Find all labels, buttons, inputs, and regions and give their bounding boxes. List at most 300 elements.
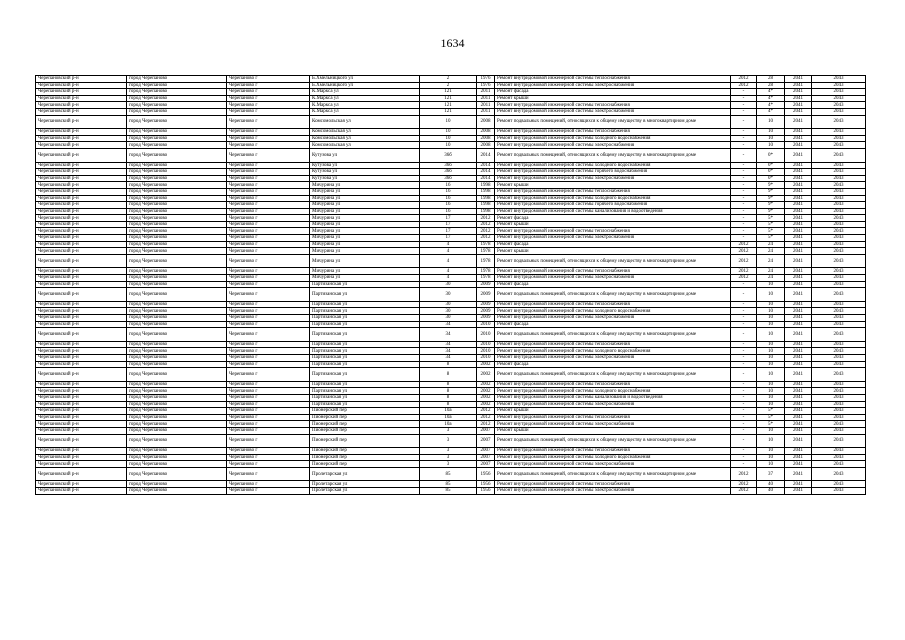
street-cell: Партизанская ул [310,348,420,355]
house-number-cell: 4 [420,241,477,248]
period-cell: 10 [757,341,785,348]
municipality-cell: Черепаново г [227,354,310,361]
plan-end-year-cell: 2043 [812,434,866,448]
plan-start-year-cell: 2041 [785,235,812,242]
last-repair-year-cell: - [731,288,757,302]
table-row [36,215,866,222]
plan-end-year-cell: 2043 [812,195,866,202]
plan-end-year-cell: 2043 [812,162,866,169]
plan-start-year-cell: 2041 [785,308,812,315]
locality-cell: город Черепаново [127,381,227,388]
table-row [36,454,866,461]
period-cell: 0* [757,175,785,182]
table-row [36,108,866,115]
period-cell: 10 [757,427,785,434]
work-type-cell: Ремонт внутридомовой инженерной системы электроснабжения [495,235,731,242]
work-type-cell: Ремонт внутридомовой инженерной системы канализования и водоотведения [495,208,731,215]
district-cell: Черепановский р-н [36,354,127,361]
municipality-cell: Черепаново г [227,82,310,89]
table-row [36,354,866,361]
plan-end-year-cell: 2043 [812,215,866,222]
table-row [36,414,866,421]
street-cell: Кутузова ул [310,162,420,169]
plan-end-year-cell: 2043 [812,467,866,481]
table-row [36,248,866,255]
locality-cell: город Черепаново [127,102,227,109]
municipality-cell: Черепаново г [227,89,310,96]
house-number-cell: 4 [420,275,477,282]
district-cell: Черепановский р-н [36,275,127,282]
work-type-cell: Ремонт подвальных помещений, относящихся к общему имуществу в многоквартирном доме [495,368,731,382]
municipality-cell: Черепаново г [227,448,310,455]
district-cell: Черепановский р-н [36,82,127,89]
last-repair-year-cell: - [731,354,757,361]
house-number-cell: 30 [420,301,477,308]
work-type-cell: Ремонт внутридомовой инженерной системы холодного водоснабжения [495,388,731,395]
last-repair-year-cell: - [731,361,757,368]
period-cell: 10 [757,281,785,288]
work-type-cell: Ремонт внутридомовой инженерной системы холодного водоснабжения [495,308,731,315]
work-type-cell: Ремонт внутридомовой инженерной системы теплоснабжения [495,268,731,275]
last-repair-year-cell: - [731,448,757,455]
last-repair-year-cell: 2012 [731,268,757,275]
work-type-cell: Ремонт внутридомовой инженерной системы теплоснабжения [495,341,731,348]
house-number-cell: 3 [420,454,477,461]
work-type-cell: Ремонт крыши [495,248,731,255]
last-repair-year-cell: - [731,162,757,169]
work-type-cell: Ремонт внутридомовой инженерной системы холодного водоснабжения [495,348,731,355]
district-cell: Черепановский р-н [36,202,127,209]
municipality-cell: Черепаново г [227,95,310,102]
house-number-cell: 3 [420,448,477,455]
period-cell: 4* [757,108,785,115]
last-repair-year-cell: 2012 [731,488,757,495]
street-cell: Кутузова ул [310,169,420,176]
last-repair-year-cell: 2012 [731,254,757,268]
table-row [36,281,866,288]
table-row [36,388,866,395]
district-cell: Черепановский р-н [36,175,127,182]
period-cell: 10 [757,288,785,302]
plan-start-year-cell: 2041 [785,135,812,142]
locality-cell: город Черепаново [127,162,227,169]
period-cell: 40 [757,488,785,495]
build-year-cell: 1956 [477,481,495,488]
district-cell: Черепановский р-н [36,361,127,368]
plan-start-year-cell: 2041 [785,129,812,136]
street-cell: Партизанская ул [310,394,420,401]
last-repair-year-cell: - [731,408,757,415]
last-repair-year-cell: - [731,301,757,308]
build-year-cell: 2002 [477,361,495,368]
district-cell: Черепановский р-н [36,421,127,428]
district-cell: Черепановский р-н [36,461,127,468]
district-cell: Черепановский р-н [36,488,127,495]
table-row [36,268,866,275]
municipality-cell: Черепаново г [227,102,310,109]
district-cell: Черепановский р-н [36,288,127,302]
municipality-cell: Черепаново г [227,182,310,189]
locality-cell: город Черепаново [127,188,227,195]
period-cell: 0* [757,162,785,169]
last-repair-year-cell: - [731,394,757,401]
plan-end-year-cell: 2043 [812,328,866,342]
locality-cell: город Черепаново [127,82,227,89]
district-cell: Черепановский р-н [36,368,127,382]
plan-end-year-cell: 2043 [812,427,866,434]
plan-start-year-cell: 2041 [785,281,812,288]
build-year-cell: 2014 [477,175,495,182]
plan-end-year-cell: 2043 [812,228,866,235]
period-cell: 24 [757,268,785,275]
table-row [36,95,866,102]
house-number-cell: 4 [420,268,477,275]
build-year-cell: 2007 [477,461,495,468]
municipality-cell: Черепаново г [227,188,310,195]
plan-end-year-cell: 2043 [812,175,866,182]
locality-cell: город Черепаново [127,221,227,228]
municipality-cell: Черепаново г [227,461,310,468]
plan-end-year-cell: 2043 [812,182,866,189]
build-year-cell: 2008 [477,135,495,142]
district-cell: Черепановский р-н [36,228,127,235]
house-number-cell: 121 [420,102,477,109]
period-cell: 9* [757,195,785,202]
work-type-cell: Ремонт внутридомовой инженерной системы канализования и водоотведения [495,394,731,401]
plan-start-year-cell: 2041 [785,394,812,401]
last-repair-year-cell: - [731,169,757,176]
house-number-cell: 16 [420,188,477,195]
plan-start-year-cell: 2041 [785,221,812,228]
work-type-cell: Ремонт внутридомовой инженерной системы электроснабжения [495,488,731,495]
plan-start-year-cell: 2041 [785,328,812,342]
plan-start-year-cell: 2041 [785,421,812,428]
work-type-cell: Ремонт внутридомовой инженерной системы электроснабжения [495,315,731,322]
plan-end-year-cell: 2043 [812,361,866,368]
street-cell: Мичурина ул [310,182,420,189]
municipality-cell: Черепаново г [227,481,310,488]
last-repair-year-cell: 2012 [731,248,757,255]
build-year-cell: 2012 [477,228,495,235]
work-type-cell: Ремонт внутридомовой инженерной системы холодного водоснабжения [495,162,731,169]
street-cell: Комсомольская ул [310,129,420,136]
municipality-cell: Черепаново г [227,108,310,115]
table-row [36,315,866,322]
street-cell: Пионерский пер [310,448,420,455]
locality-cell: город Черепаново [127,169,227,176]
last-repair-year-cell: - [731,142,757,149]
plan-end-year-cell: 2043 [812,301,866,308]
table-row [36,481,866,488]
street-cell: Мичурина ул [310,188,420,195]
plan-end-year-cell: 2043 [812,321,866,328]
period-cell: 5* [757,221,785,228]
district-cell: Черепановский р-н [36,221,127,228]
house-number-cell: 8 [420,388,477,395]
plan-start-year-cell: 2041 [785,254,812,268]
table-row [36,162,866,169]
street-cell: Б.Хмельницкого ул [310,82,420,89]
locality-cell: город Черепаново [127,215,227,222]
locality-cell: город Черепаново [127,195,227,202]
house-number-cell: 10 [420,115,477,129]
period-cell: 10 [757,321,785,328]
table-row [36,368,866,382]
work-type-cell: Ремонт фасада [495,89,731,96]
street-cell: Пролетарская ул [310,488,420,495]
work-type-cell: Ремонт внутридомовой инженерной системы электроснабжения [495,275,731,282]
municipality-cell: Черепаново г [227,308,310,315]
table-row [36,135,866,142]
plan-end-year-cell: 2043 [812,148,866,162]
last-repair-year-cell: 2012 [731,76,757,83]
locality-cell: город Черепаново [127,208,227,215]
period-cell: 24 [757,241,785,248]
district-cell: Черепановский р-н [36,188,127,195]
municipality-cell: Черепаново г [227,169,310,176]
plan-start-year-cell: 2041 [785,448,812,455]
district-cell: Черепановский р-н [36,169,127,176]
plan-start-year-cell: 2041 [785,354,812,361]
house-number-cell: 17 [420,221,477,228]
locality-cell: город Черепаново [127,135,227,142]
street-cell: Пионерский пер [310,408,420,415]
locality-cell: город Черепаново [127,148,227,162]
plan-start-year-cell: 2041 [785,148,812,162]
district-cell: Черепановский р-н [36,427,127,434]
house-number-cell: 34 [420,341,477,348]
plan-start-year-cell: 2041 [785,401,812,408]
plan-end-year-cell: 2043 [812,401,866,408]
plan-start-year-cell: 2041 [785,275,812,282]
last-repair-year-cell: - [731,115,757,129]
table-row [36,188,866,195]
municipality-cell: Черепаново г [227,368,310,382]
municipality-cell: Черепаново г [227,115,310,129]
district-cell: Черепановский р-н [36,381,127,388]
plan-end-year-cell: 2043 [812,108,866,115]
period-cell: 24 [757,254,785,268]
street-cell: Пролетарская ул [310,481,420,488]
municipality-cell: Черепаново г [227,288,310,302]
locality-cell: город Черепаново [127,182,227,189]
plan-end-year-cell: 2043 [812,102,866,109]
work-type-cell: Ремонт внутридомовой инженерной системы теплоснабжения [495,301,731,308]
district-cell: Черепановский р-н [36,434,127,448]
plan-start-year-cell: 2041 [785,82,812,89]
build-year-cell: 2012 [477,221,495,228]
last-repair-year-cell: - [731,401,757,408]
plan-start-year-cell: 2041 [785,288,812,302]
plan-end-year-cell: 2043 [812,89,866,96]
locality-cell: город Черепаново [127,142,227,149]
municipality-cell: Черепаново г [227,467,310,481]
plan-start-year-cell: 2041 [785,208,812,215]
municipality-cell: Черепаново г [227,215,310,222]
street-cell: Партизанская ул [310,381,420,388]
municipality-cell: Черепаново г [227,195,310,202]
street-cell: Мичурина ул [310,221,420,228]
table-row [36,288,866,302]
locality-cell: город Черепаново [127,115,227,129]
plan-start-year-cell: 2041 [785,454,812,461]
house-number-cell: 4 [420,254,477,268]
plan-start-year-cell: 2041 [785,488,812,495]
locality-cell: город Черепаново [127,95,227,102]
plan-end-year-cell: 2043 [812,354,866,361]
work-type-cell: Ремонт внутридомовой инженерной системы теплоснабжения [495,102,731,109]
street-cell: Комсомольская ул [310,142,420,149]
plan-end-year-cell: 2043 [812,142,866,149]
house-number-cell: 85 [420,488,477,495]
municipality-cell: Черепаново г [227,135,310,142]
plan-end-year-cell: 2043 [812,288,866,302]
last-repair-year-cell: 2012 [731,82,757,89]
street-cell: Пионерский пер [310,461,420,468]
period-cell: 10 [757,135,785,142]
locality-cell: город Черепаново [127,108,227,115]
locality-cell: город Черепаново [127,488,227,495]
plan-end-year-cell: 2043 [812,241,866,248]
district-cell: Черепановский р-н [36,467,127,481]
table-row [36,175,866,182]
municipality-cell: Черепаново г [227,414,310,421]
municipality-cell: Черепаново г [227,142,310,149]
district-cell: Черепановский р-н [36,448,127,455]
house-number-cell: 4 [420,248,477,255]
period-cell: 5* [757,235,785,242]
house-number-cell: 34 [420,321,477,328]
table-row [36,394,866,401]
work-type-cell: Ремонт подвальных помещений, относящихся к общему имуществу в многоквартирном доме [495,467,731,481]
municipality-cell: Черепаново г [227,434,310,448]
municipality-cell: Черепаново г [227,488,310,495]
work-type-cell: Ремонт внутридомовой инженерной системы теплоснабжения [495,381,731,388]
plan-start-year-cell: 2041 [785,321,812,328]
street-cell: К.Маркса ул [310,89,420,96]
municipality-cell: Черепаново г [227,315,310,322]
last-repair-year-cell: - [731,348,757,355]
table-row [36,115,866,129]
municipality-cell: Черепаново г [227,129,310,136]
work-type-cell: Ремонт внутридомовой инженерной системы горячего водоснабжения [495,169,731,176]
page-number: 1634 [440,36,465,50]
plan-start-year-cell: 2041 [785,315,812,322]
plan-end-year-cell: 2043 [812,281,866,288]
period-cell: 4* [757,89,785,96]
work-type-cell: Ремонт внутридомовой инженерной системы электроснабжения [495,175,731,182]
municipality-cell: Черепаново г [227,235,310,242]
last-repair-year-cell: - [731,235,757,242]
period-cell: 9* [757,208,785,215]
period-cell: 9* [757,188,785,195]
district-cell: Черепановский р-н [36,102,127,109]
plan-start-year-cell: 2041 [785,414,812,421]
plan-start-year-cell: 2041 [785,169,812,176]
last-repair-year-cell: - [731,108,757,115]
period-cell: 0* [757,169,785,176]
house-number-cell: 16 [420,195,477,202]
plan-start-year-cell: 2041 [785,248,812,255]
municipality-cell: Черепаново г [227,208,310,215]
plan-start-year-cell: 2041 [785,434,812,448]
table-row [36,488,866,495]
work-type-cell: Ремонт внутридомовой инженерной системы теплоснабжения [495,228,731,235]
table-row [36,208,866,215]
municipality-cell: Черепаново г [227,148,310,162]
table-row [36,361,866,368]
locality-cell: город Черепаново [127,427,227,434]
period-cell: 5* [757,414,785,421]
repair-schedule-table [35,75,866,495]
table-row [36,195,866,202]
build-year-cell: 2007 [477,434,495,448]
table-row [36,76,866,83]
plan-end-year-cell: 2043 [812,414,866,421]
street-cell: Комсомольская ул [310,135,420,142]
table-row [36,408,866,415]
locality-cell: город Черепаново [127,408,227,415]
municipality-cell: Черепаново г [227,341,310,348]
work-type-cell: Ремонт подвальных помещений, относящихся к общему имуществу в многоквартирном доме [495,288,731,302]
build-year-cell: 2002 [477,401,495,408]
district-cell: Черепановский р-н [36,308,127,315]
locality-cell: город Черепаново [127,328,227,342]
locality-cell: город Черепаново [127,288,227,302]
district-cell: Черепановский р-н [36,135,127,142]
period-cell: 10 [757,308,785,315]
last-repair-year-cell: 2012 [731,481,757,488]
last-repair-year-cell: 2012 [731,467,757,481]
plan-start-year-cell: 2041 [785,241,812,248]
table-row [36,308,866,315]
municipality-cell: Черепаново г [227,328,310,342]
district-cell: Черепановский р-н [36,248,127,255]
municipality-cell: Черепаново г [227,348,310,355]
locality-cell: город Черепаново [127,241,227,248]
work-type-cell: Ремонт внутридомовой инженерной системы холодного водоснабжения [495,135,731,142]
plan-end-year-cell: 2043 [812,394,866,401]
plan-end-year-cell: 2043 [812,448,866,455]
house-number-cell: 17 [420,235,477,242]
district-cell: Черепановский р-н [36,321,127,328]
plan-end-year-cell: 2043 [812,381,866,388]
district-cell: Черепановский р-н [36,182,127,189]
build-year-cell: 2011 [477,108,495,115]
house-number-cell: 36б [420,162,477,169]
district-cell: Черепановский р-н [36,115,127,129]
table-row [36,221,866,228]
plan-end-year-cell: 2043 [812,208,866,215]
house-number-cell: 16 [420,182,477,189]
locality-cell: город Черепаново [127,434,227,448]
plan-start-year-cell: 2041 [785,268,812,275]
last-repair-year-cell: - [731,454,757,461]
period-cell: 10 [757,354,785,361]
house-number-cell: 34 [420,354,477,361]
build-year-cell: 2009 [477,288,495,302]
house-number-cell: 3 [420,427,477,434]
work-type-cell: Ремонт фасада [495,361,731,368]
street-cell: Партизанская ул [310,401,420,408]
district-cell: Черепановский р-н [36,129,127,136]
municipality-cell: Черепаново г [227,228,310,235]
plan-start-year-cell: 2041 [785,301,812,308]
locality-cell: город Черепаново [127,268,227,275]
build-year-cell: 2007 [477,427,495,434]
build-year-cell: 2008 [477,129,495,136]
municipality-cell: Черепаново г [227,221,310,228]
